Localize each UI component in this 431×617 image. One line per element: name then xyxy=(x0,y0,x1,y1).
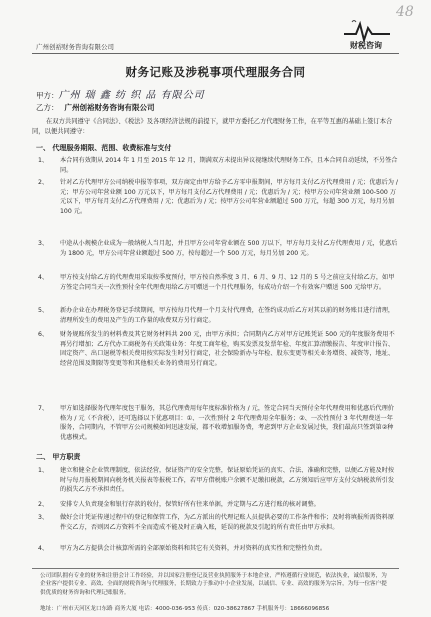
item-number: 3、 xyxy=(38,514,49,521)
list-item xyxy=(38,500,398,510)
section-2-heading: 二、 甲方职责 xyxy=(36,453,81,461)
item-text: 中途从小规模企业成为一般纳税人当月起，并且甲方公司年营业额在 500 万以下，甲方每月支付乙方代理费用 / 元，优惠后为 1800 元，甲方公司年营业额超过 500 万，按每超过一个 500 万元，每月另加 200 元。 xyxy=(60,240,398,257)
item-text: 新办企业在办理税务登记手续期间，甲方按每月代理一个月支付代理费，在签约成功后乙方对其以前的财务账目进行清理，清理所发生的费用及产生的工作量的收费双方另行商定。 xyxy=(60,307,395,324)
item-text: 安排专人负责现金和银行存款的收付，保管好所有往来单据，并定期与乙方进行账的核对调整。 xyxy=(60,501,320,508)
footer-divider xyxy=(32,568,399,569)
list-item xyxy=(38,178,398,217)
list-item xyxy=(38,330,398,369)
item-text: 甲方按支付给乙方的代理费用采取按季度预付，甲方按自然季度 3 月、6 月、9 月、12 月的 5 号之前应支付给乙方，如甲方签定合同当天一次性预付全年代理费用给乙方可赠送一个月代理服务，每成功介绍一个有效客户赠送 500 元给甲方。 xyxy=(60,274,395,291)
item-number: 1、 xyxy=(38,157,49,164)
party-b-value: 广州创裕财务咨询有限公司 xyxy=(64,103,155,112)
item-text: 本合同有效期从 2014 年 1 月至 2015 年 12 月，期满双方未提出异议视继续代理财务工作，且本合同自动延续，不另签合同。 xyxy=(60,157,398,174)
intro-paragraph: 在双方共同遵守《合同法》、《税法》及各项经济法规的前提下，就甲方委托乙方代理财务工作，在平等互惠的基础上签订本合同，以便共同遵守： xyxy=(32,118,393,135)
item-text: 甲方如选择服务代理年度包干服务，其总代理费用每年度标准价格为 / 元，签定合同当天预付全年代理费用和优惠后代理价格为 / 元（不含税），还可选择以下优惠项目：①、一次性预付 2 年代理费用全年服务；②、一次性预付 3 年代理费送一年服务，合同期内，不管甲方公司规模如何迅速发展，都不收增加服务费，考虑到甲方企业发展过快，我们最高只签到第②种优惠模式。 xyxy=(60,405,394,442)
item-text: 建立和健全企业管理制度，依法经营，保证资产的安全完整，保证原始凭证的真实、合法、准确和完整，以便乙方能及时按时与每月报税期间向税务机关报表等报税工作，若甲方借税账户余额不足缴扣税款，乙方须知后应甲方支付交纳税款所引发的损失乙方不承担责任。 xyxy=(60,467,395,494)
list-item xyxy=(38,513,398,532)
list-item xyxy=(38,273,398,292)
item-number: 7、 xyxy=(38,405,49,412)
item-number: 2、 xyxy=(38,179,49,186)
section-1-heading: 一、 代理服务期限、范围、收费标准与支付 xyxy=(36,144,172,152)
item-number: 6、 xyxy=(38,331,49,338)
header-company: 广州创裕财务咨询有限公司 xyxy=(36,43,114,51)
party-a xyxy=(36,86,205,101)
item-text: 做好会计凭证传递过程中的登记和保管工作，为乙方派出的代理记账人员提供必要的工作条件和作；及时将填报所需资料原件交乙方，否则因乙方资料不全而造成不能及时正确入账，延误的税款及引起的所有责任由甲方承担。 xyxy=(60,514,395,531)
footer-text: 公司团队拥有专业的财务和注册会计工作经验，并以国家注册登记及营业执照服务于本地企业，严格遵循行业规范，依法执业，诚信服务，为企业客户提供专业、高效、全面的财税咨询与代理服务，长期致力于推动中小企业发展，以诚信、专业、高效的服务为宗旨，为每一位客户提供优质的财务咨询和代理记账服务。 xyxy=(40,573,387,596)
logo-text: 财税咨询 xyxy=(350,41,382,50)
party-a-label: 甲方： xyxy=(36,91,59,100)
item-text: 甲方为乙方提供会计核算所需的全部原始资料和其它有关资料，并对资料的真实性和完整性负责。 xyxy=(60,545,327,552)
item-number: 4、 xyxy=(38,274,49,281)
item-number: 2、 xyxy=(38,501,49,508)
item-number: 4、 xyxy=(38,545,49,552)
footer-contact: 地址：广州市天河区龙口东路 商务大厦 电话：4000-036-953 传真：020-38627867 手机服务号：18666096856 xyxy=(40,606,330,612)
list-item xyxy=(38,466,398,495)
item-text: 财务规账所发生的材料费及其它财务材料共 200 元，由甲方承担；合同期内乙方对甲方记账凭证 500 元的年度服务费用不再另行增加；乙方代办工商税务有关政策业务：年度工商年检，购买发票及发票年检、年度汇算清缴报告、年度审计报告、固定资产、出口退税等相关费用按实际发生时另行商定，社会保险新办与年检、股东变更等相关业务增资、减资等，地址、经营范围及期限等变更等和其他相关业务的费用另行商定。 xyxy=(60,331,395,368)
party-b-label: 乙方： xyxy=(36,103,59,112)
item-number: 1、 xyxy=(38,467,49,474)
list-item xyxy=(38,544,398,554)
list-item xyxy=(38,239,398,258)
party-b xyxy=(36,102,155,113)
party-a-value: 广州 瑞 鑫 纺 织 品 有限公司 xyxy=(58,90,205,101)
list-item xyxy=(38,156,398,175)
item-text: 针对乙方代理甲方公司纳税申报等事项，双方商定由甲方给予乙方零申报期间，甲方每月支付乙方代理费用 / 元；优惠后为 / 元；甲方公司年营业额 100 万元以下，甲方每月支付乙方代理费用 / 元；优惠后为 / 元；按甲方公司年营业额 100-500 万元以下，甲方每月支付乙方代理费用 / 元；优惠后为 / 元；按甲方公司年营业额超过 500 万元，每超 300 万元，每月另加 100 元。 xyxy=(60,179,399,216)
item-number: 3、 xyxy=(38,240,49,247)
item-number: 5、 xyxy=(38,307,49,314)
document-title: 财务记账及涉税事项代理服务合同 xyxy=(125,65,306,79)
list-item xyxy=(38,404,398,443)
list-item xyxy=(38,306,398,325)
header-divider xyxy=(32,53,399,54)
page-number: 48 xyxy=(396,4,414,20)
